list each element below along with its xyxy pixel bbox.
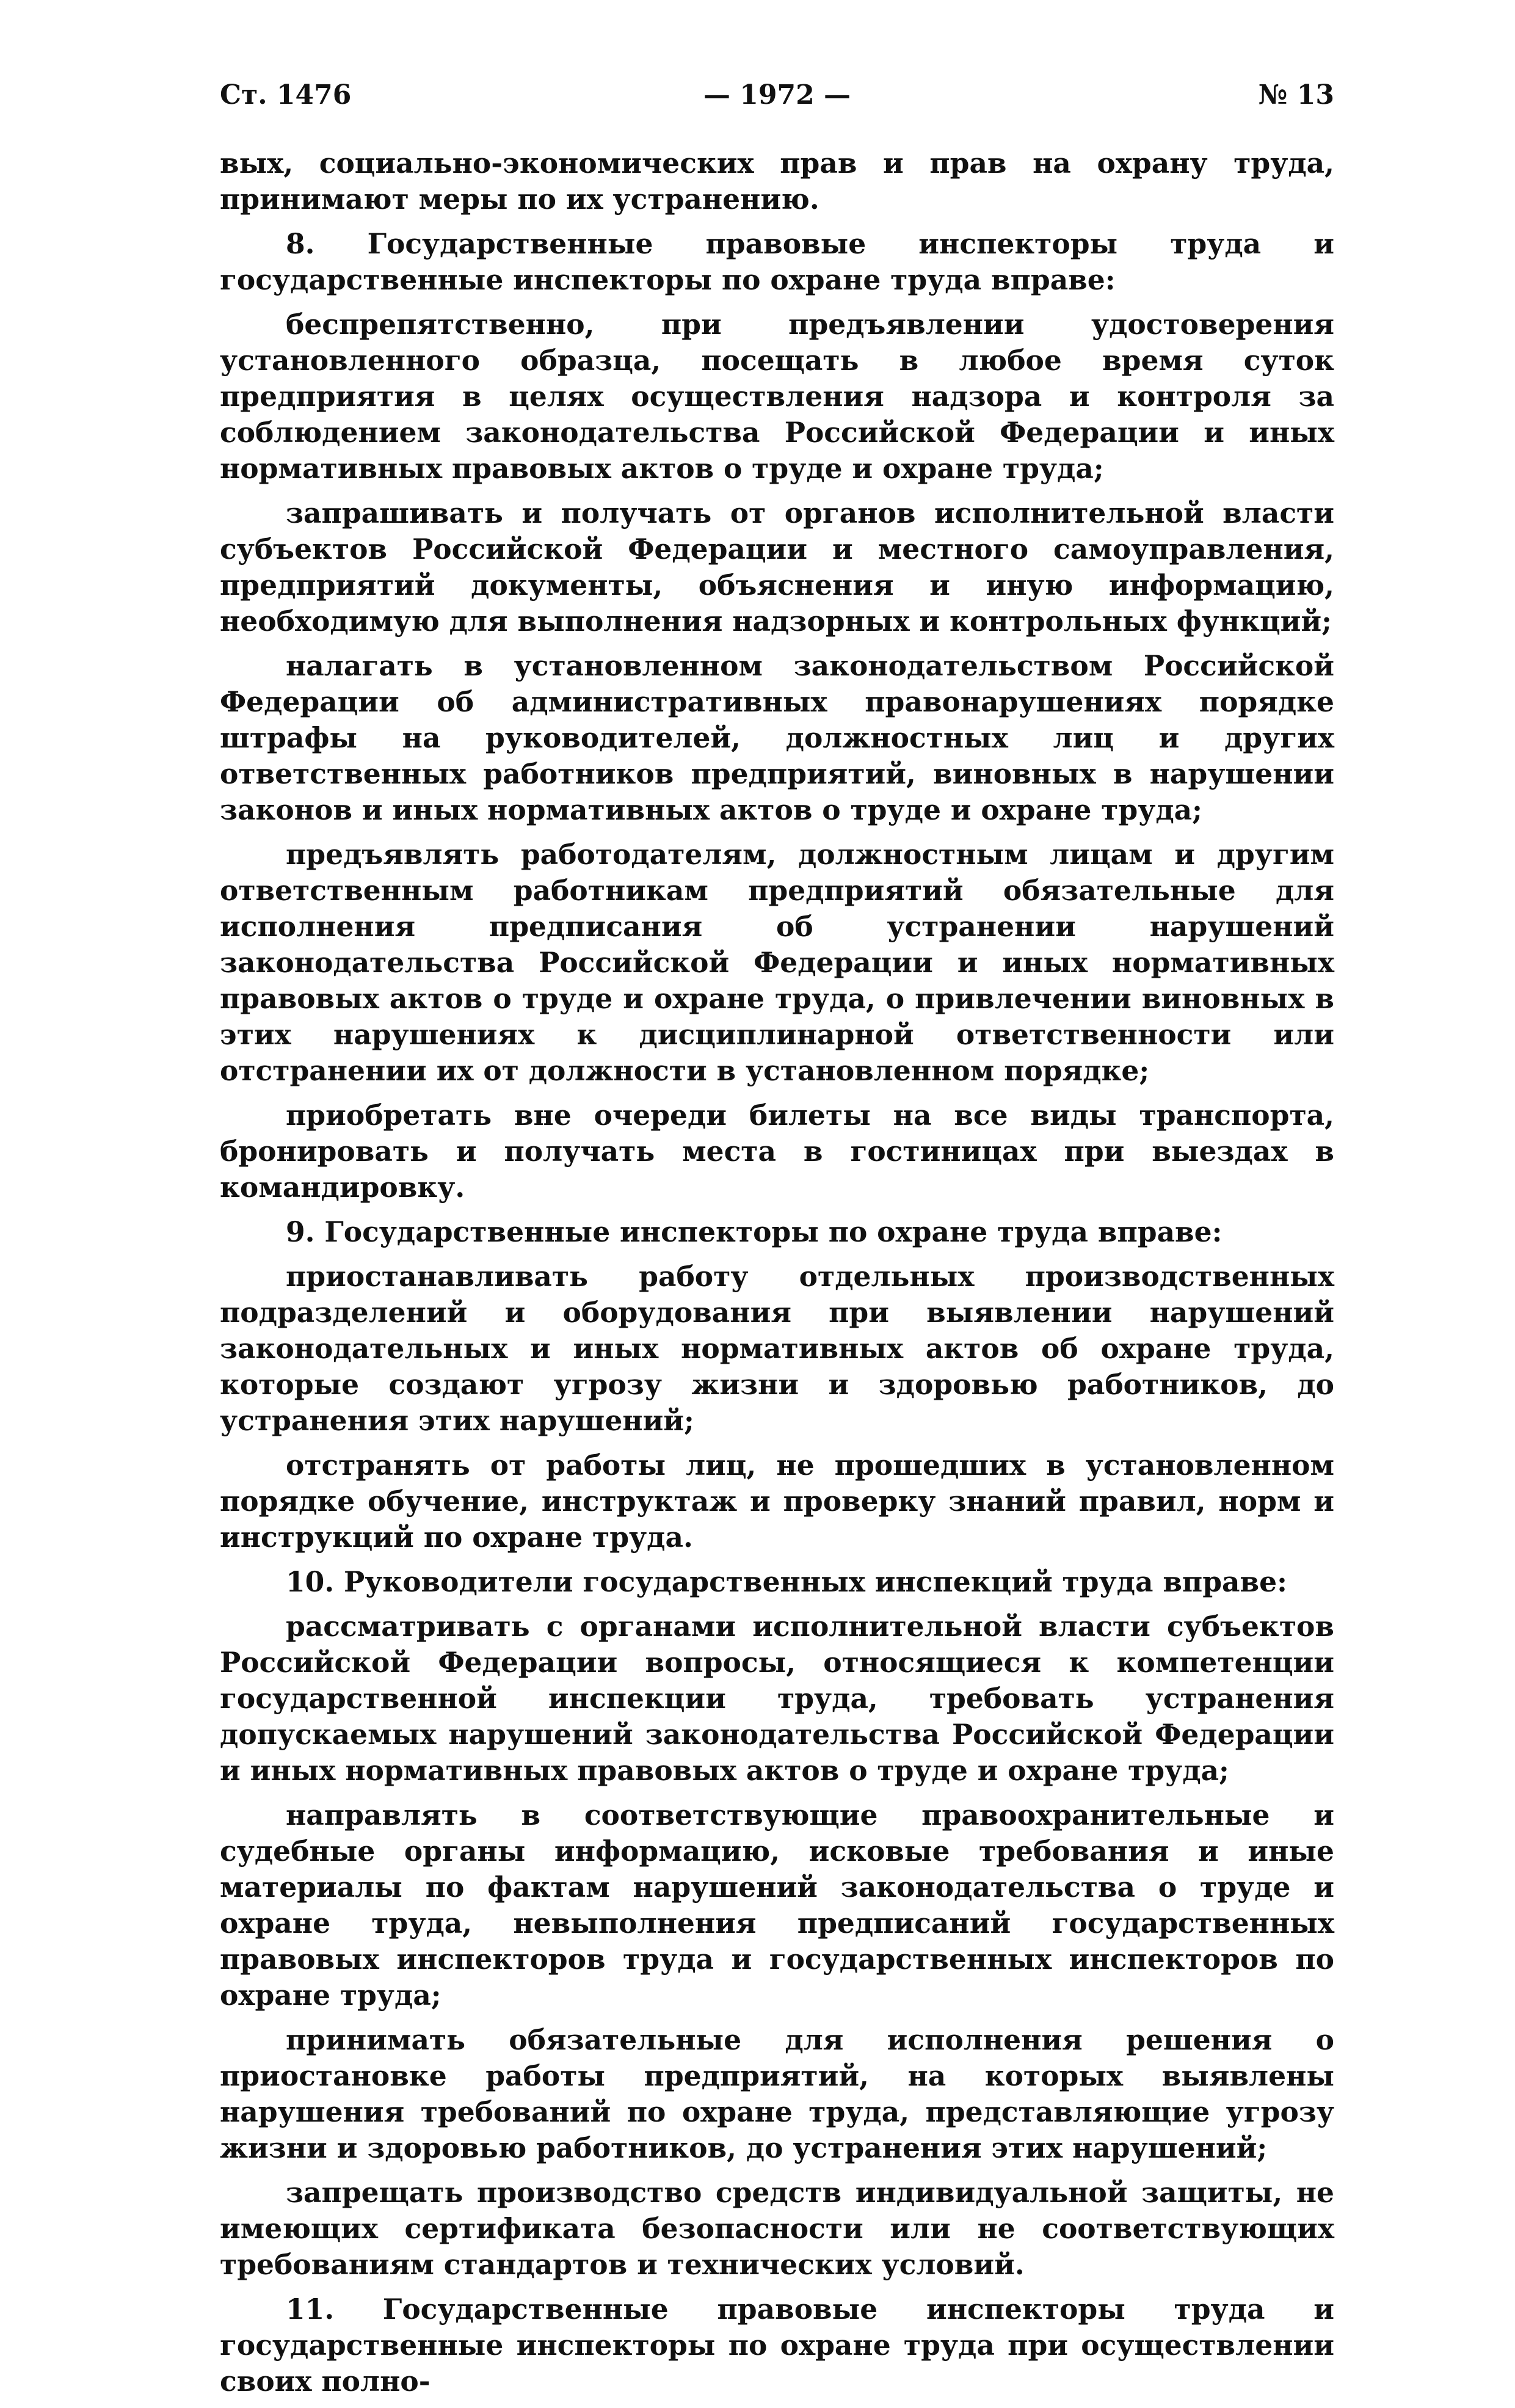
- paragraph: рассматривать с органами исполнительной власти субъектов Российской Федерации вопросы, относящиеся к компетенции государственной инспекции труда, требовать устранения допускаемых нарушений законодательства Российской Федерации и иных нормативных правовых актов о труде и охране труда;: [220, 1610, 1334, 1787]
- paragraph-item-9: 9. Государственные инспекторы по охране труда вправе:: [286, 1215, 1223, 1248]
- paragraph: приобретать вне очереди билеты на все виды транспорта, бронировать и получать места в гостиницах при выездах в командировку.: [220, 1099, 1334, 1204]
- document-body: [220, 145, 1334, 2399]
- paragraph: направлять в соответствующие правоохранительные и судебные органы информацию, исковые требования и иные материалы по фактам нарушений законодательства о труде и охране труда, невыполнения предписаний государственных правовых инспекторов труда и государственных инспекторов по охране труда;: [220, 1799, 1334, 2012]
- paragraph: приостанавливать работу отдельных производственных подразделений и оборудования при выявлении нарушений законодательных и иных нормативных актов об охране труда, которые создают угрозу жизни и здоровью работников, до устранения этих нарушений;: [220, 1260, 1334, 1437]
- page-number: — 1972 —: [703, 79, 851, 111]
- paragraph: налагать в установленном законодательством Российской Федерации об административных правонарушениях порядке штрафы на руководителей, должностных лиц и других ответственных работников предприятий, виновных в нарушении законов и иных нормативных актов о труде и охране труда;: [220, 649, 1334, 826]
- paragraph: отстранять от работы лиц, не прошедших в установленном порядке обучение, инструктаж и проверку знаний правил, норм и инструкций по охране труда.: [220, 1449, 1334, 1554]
- paragraph: запрашивать и получать от органов исполнительной власти субъектов Российской Федерации и местного самоуправления, предприятий документы, объяснения и иную информацию, необходимую для выполнения надзорных и контрольных функций;: [220, 497, 1334, 638]
- paragraph: предъявлять работодателям, должностным лицам и другим ответственным работникам предприятий обязательные для исполнения предписания об устранении нарушений законодательства Российской Федерации и иных нормативных правовых актов о труде и охране труда, о привлечении виновных в этих нарушениях к дисциплинарной ответственности или отстранении их от должности в установленном порядке;: [220, 838, 1334, 1087]
- page-header: [220, 79, 1334, 122]
- paragraph: принимать обязательные для исполнения решения о приостановке работы предприятий, на которых выявлены нарушения требований по охране труда, представляющие угрозу жизни и здоровью работников, до устранения этих нарушений;: [220, 2023, 1334, 2164]
- paragraph-continuation: вых, социально-экономических прав и прав на охрану труда, принимают меры по их устранению.: [220, 147, 1334, 216]
- article-number: Ст. 1476: [220, 79, 352, 111]
- document-page: [220, 79, 1334, 2408]
- issue-number: № 13: [1258, 79, 1334, 111]
- paragraph-item-10: 10. Руководители государственных инспекций труда вправе:: [286, 1565, 1287, 1598]
- paragraph: беспрепятственно, при предъявлении удостоверения установленного образца, посещать в любое время суток предприятия в целях осуществления надзора и контроля за соблюдением законодательства Российской Федерации и иных нормативных правовых актов о труде и охране труда;: [220, 308, 1334, 485]
- paragraph: запрещать производство средств индивидуальной защиты, не имеющих сертификата безопасности или не соответствующих требованиям стандартов и технических условий.: [220, 2176, 1334, 2281]
- paragraph-item-11: 11. Государственные правовые инспекторы труда и государственные инспекторы по охране труда при осуществлении своих полно-: [220, 2293, 1334, 2398]
- paragraph-item-8: 8. Государственные правовые инспекторы труда и государственные инспекторы по охране труда вправе:: [220, 227, 1334, 296]
